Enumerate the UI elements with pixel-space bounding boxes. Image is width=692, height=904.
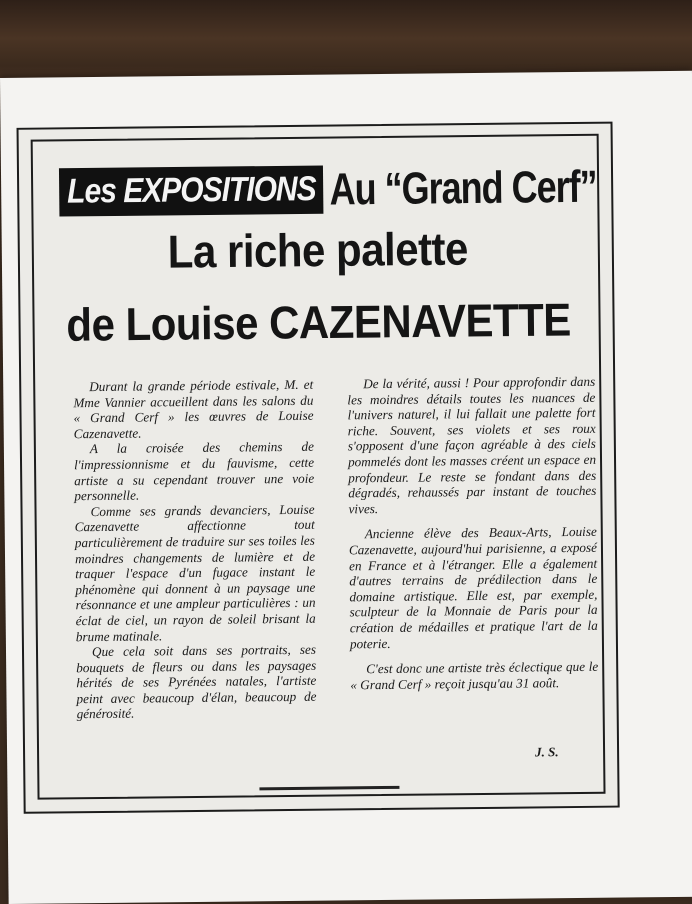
paragraph: A la croisée des chemins de l'impressionnisme et du fauvisme, cette artiste a su cependant trouver une voie personnelle.: [73, 439, 315, 504]
paper-sheet: [0, 71, 692, 904]
headline-venue: Au “Grand Cerf”: [329, 160, 597, 215]
article-title-line-1: La riche palette: [167, 222, 469, 278]
left-column: [73, 377, 317, 723]
paragraph: Que cela soit dans ses portraits, ses bouquets de fleurs ou dans les paysages hérités de ses Pyrénées natales, l'artiste peint avec beaucoup d'élan, beaucoup de générosité.: [76, 641, 317, 722]
headline-row: [59, 160, 600, 220]
article-title-line-2: de Louise CAZENAVETTE: [66, 293, 572, 351]
author-signature: J. S.: [535, 744, 559, 760]
paragraph: Comme ses grands devanciers, Louise Cazenavette affectionne tout particulièrement de traduire sur ses toiles les moindres changements de lumière et de traquer l'espace d'un fugace instant le phénomène qui donnent à un paysage une résonnance et une ampleur particulières : un éclat de ciel, un rayon de soleil brisant la brume matinale.: [74, 501, 316, 644]
right-column: [347, 374, 598, 693]
newspaper-clipping: [17, 122, 620, 814]
paragraph: De la vérité, aussi ! Pour approfondir dans les moindres détails toutes les nuances de l'univers naturel, il lui fallait une palette fort riche. Souvent, ses violets et ses roux s'opposent d'une façon agréable à des ciels pommelés dont les masses créent un espace en profondeur. Le reste se fondant dans des dégradés, rehaussés par instant de touches vives.: [347, 373, 597, 517]
paragraph: Ancienne élève des Beaux-Arts, Louise Cazenavette, aujourd'hui parisienne, a exposé en France et à l'étranger. Elle a également d'autres terrains de prédilection dans le domaine artistique. Elle est, par exemple, sculpteur de la Monnaie de Paris pour la création de médailles et pratique l'art de la poterie.: [348, 524, 598, 651]
paragraph: C'est donc une artiste très éclectique que le « Grand Cerf » reçoit jusqu'au 31 août.: [350, 658, 599, 693]
paragraph: Durant la grande période estivale, M. et Mme Vannier accueillent dans les salons du « Grand Cerf » les œuvres de Louise Cazenavette.: [73, 376, 314, 442]
section-kicker: Les EXPOSITIONS: [59, 165, 324, 216]
